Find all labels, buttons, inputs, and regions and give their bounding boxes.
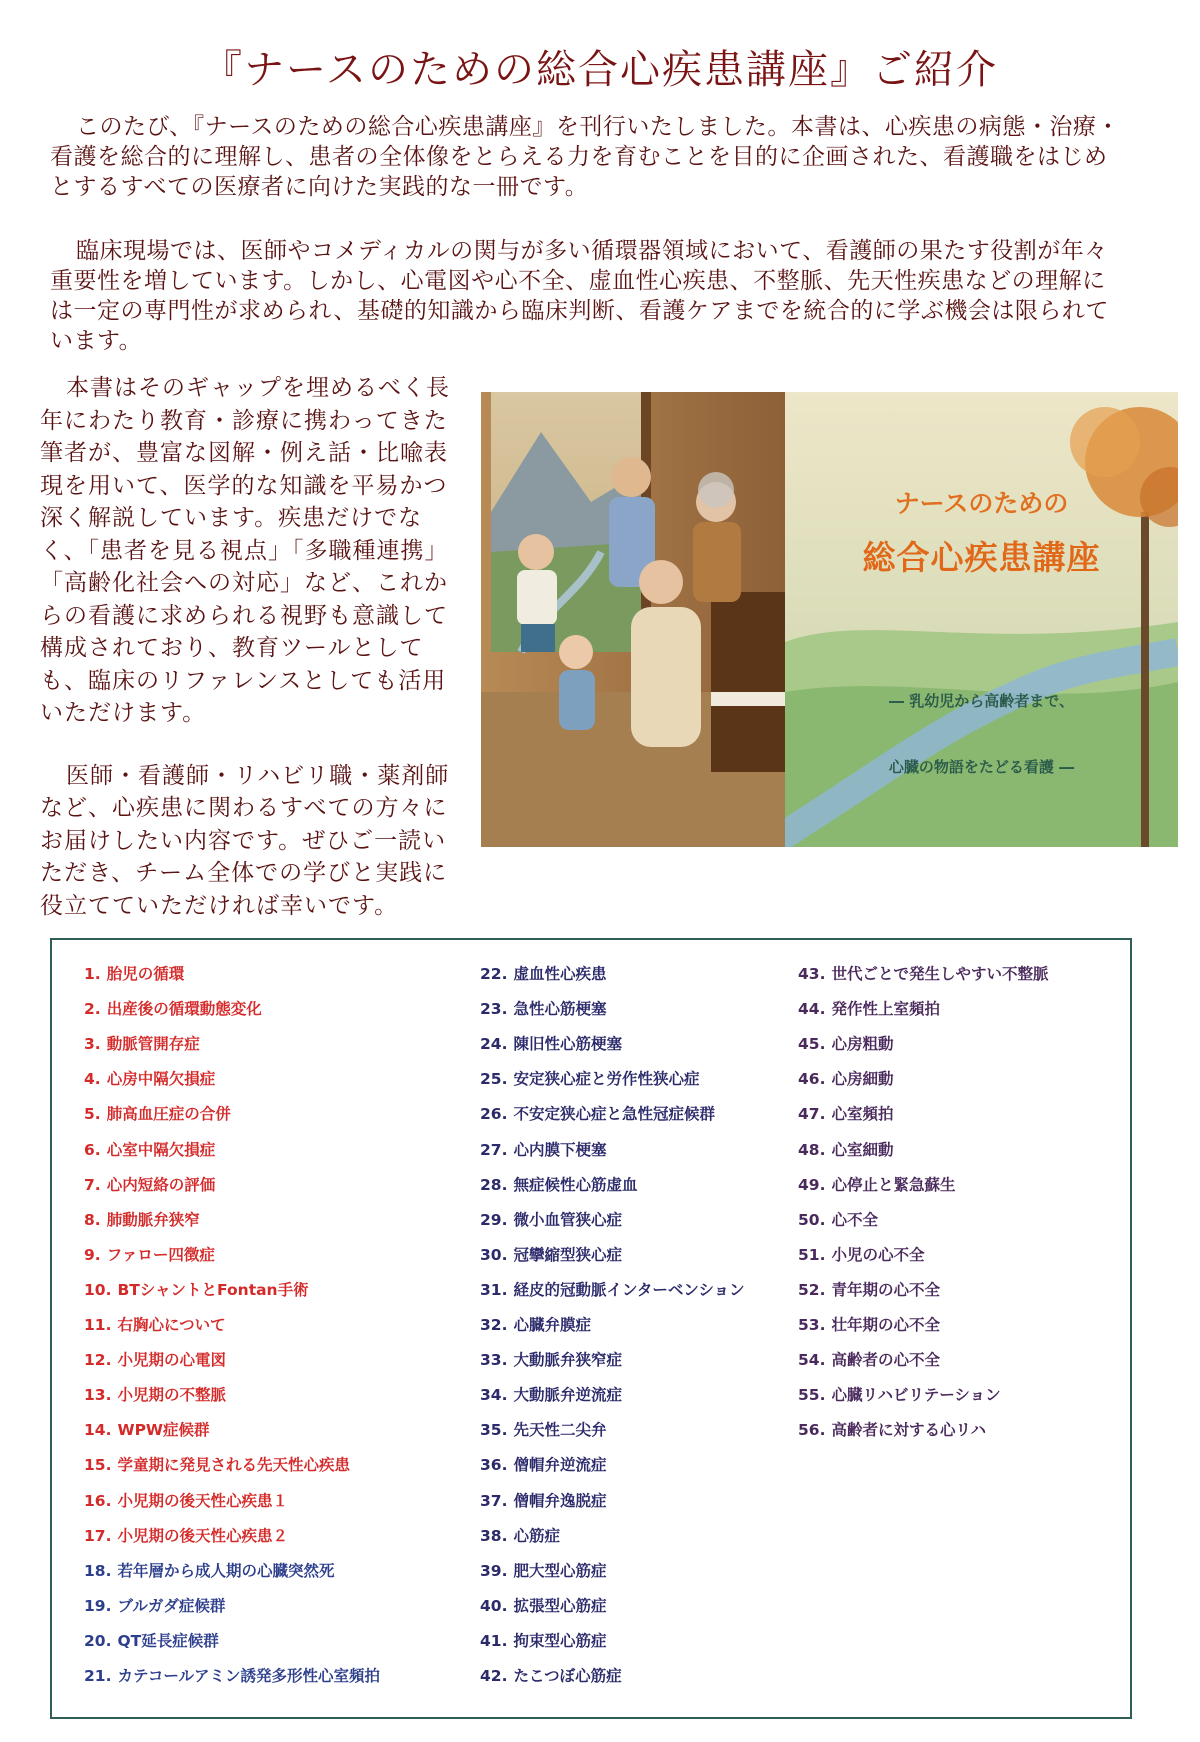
toc-item-label: 拘束型心筋症 (513, 1631, 607, 1650)
toc-item-label: 冠攣縮型狭心症 (513, 1245, 622, 1264)
toc-item (84, 1243, 215, 1265)
toc-item-number: 23. (480, 1000, 508, 1019)
toc-item-number: 45. (798, 1035, 826, 1054)
toc-item-number: 43. (798, 965, 826, 983)
toc-item (84, 1278, 309, 1300)
toc-item-number: 16. (84, 1491, 112, 1510)
toc-item-number: 50. (798, 1210, 826, 1229)
toc-item-label: ブルガダ症候群 (117, 1596, 226, 1615)
toc-item-label: 僧帽弁逆流症 (513, 1456, 607, 1475)
toc-item (798, 1418, 986, 1440)
toc-item-label: 心房粗動 (831, 1035, 894, 1054)
toc-item-label: 発作性上室頻拍 (831, 1000, 940, 1019)
toc-item-label: 肺高血圧症の合併 (106, 1105, 231, 1124)
toc-item-number: 25. (480, 1070, 508, 1089)
toc-item-number: 35. (480, 1421, 508, 1440)
toc-item-number: 15. (84, 1456, 112, 1475)
toc-item-number: 31. (480, 1280, 508, 1299)
toc-item-label: 心停止と緊急蘇生 (831, 1175, 956, 1194)
toc-item-number: 30. (480, 1245, 508, 1264)
toc-item-number: 49. (798, 1175, 826, 1194)
toc-item-number: 28. (480, 1175, 508, 1194)
toc-item-label: 小児期の心電図 (117, 1351, 226, 1370)
toc-item-number: 51. (798, 1245, 826, 1264)
toc-item-label: 青年期の心不全 (831, 1280, 940, 1299)
toc-item (84, 997, 262, 1019)
toc-item-number: 10. (84, 1280, 112, 1299)
toc-item-number: 18. (84, 1561, 112, 1580)
toc-item-number: 4. (84, 1070, 101, 1089)
body-paragraph-2-text: 医師・看護師・リハビリ職・薬剤師など、心疾患に関わるすべての方々にお届けしたい内容です。ぜひご一読いただき、チーム全体での学びと実践に役立てていただければ幸いです。 (40, 762, 450, 919)
toc-item-number: 41. (480, 1631, 508, 1650)
toc-item-number: 56. (798, 1421, 826, 1440)
toc-item (84, 1348, 226, 1370)
toc-item (84, 1102, 231, 1124)
intro-paragraph-2 (50, 236, 1125, 356)
toc-item-number: 2. (84, 1000, 101, 1019)
toc-item (84, 1559, 334, 1581)
toc-item-number: 6. (84, 1140, 101, 1159)
toc-item (798, 1313, 940, 1335)
toc-item (480, 1383, 622, 1405)
toc-item-label: 心房中隔欠損症 (106, 1070, 216, 1089)
toc-item-number: 39. (480, 1561, 508, 1580)
toc-item-number: 34. (480, 1386, 508, 1405)
toc-item (480, 1664, 622, 1686)
toc-item (798, 997, 940, 1019)
toc-item (798, 1278, 940, 1300)
toc-item-label: BTシャントとFontan手術 (117, 1280, 309, 1299)
toc-item-label: 虚血性心疾患 (513, 965, 607, 983)
toc-item-label: 胎児の循環 (106, 965, 185, 983)
toc-item (480, 1173, 637, 1195)
toc-item-label: 小児期の後天性心疾患１ (117, 1491, 288, 1510)
body-paragraph-1-text: 本書はそのギャップを埋めるべく長年にわたり教育・診療に携わってきた筆者が、豊富な図解・例え話・比喩表現を用いて、医学的な知識を平易かつ深く解説しています。疾患だけでなく、「患者を見る視点」「多職種連携」「高齢化社会への対応」など、これからの看護に求められる視野も意識して構成されており、教育ツールとしても、臨床のリファレンスとしても活用いただけます。 (40, 375, 450, 726)
toc-item-label: 右胸心について (117, 1316, 226, 1334)
toc-item-number: 48. (798, 1140, 826, 1159)
toc-item-label: たこつぼ心筋症 (513, 1667, 622, 1685)
toc-item (798, 1067, 893, 1089)
toc-item (84, 1629, 219, 1651)
toc-item (480, 1418, 606, 1440)
toc-item-number: 11. (84, 1316, 112, 1334)
toc-item-label: WPW症候群 (117, 1421, 210, 1440)
toc-item-number: 44. (798, 1000, 826, 1019)
toc-item-number: 52. (798, 1280, 826, 1299)
toc-item-label: QT延長症候群 (117, 1631, 219, 1650)
toc-item (84, 1453, 350, 1475)
toc-item-label: 安定狭心症と労作性狭心症 (513, 1070, 700, 1089)
toc-item-label: 壮年期の心不全 (831, 1316, 940, 1334)
toc-item-label: 不安定狭心症と急性冠症候群 (513, 1105, 715, 1124)
toc-item-label: 僧帽弁逸脱症 (513, 1491, 607, 1510)
toc-item-label: 微小血管狭心症 (513, 1210, 622, 1229)
toc-item (798, 1348, 940, 1370)
toc-item (84, 1383, 226, 1405)
toc-item-label: 小児期の後天性心疾患２ (117, 1526, 288, 1545)
left-column-text (40, 372, 460, 952)
toc-item (480, 1102, 715, 1124)
toc-item-label: 心内短絡の評価 (106, 1175, 216, 1194)
toc-item (480, 1348, 622, 1370)
toc-item (480, 1489, 606, 1511)
toc-item (84, 1524, 288, 1546)
toc-item (84, 962, 184, 984)
toc-item-number: 17. (84, 1526, 112, 1545)
toc-item-number: 24. (480, 1035, 508, 1054)
book-cover (785, 392, 1178, 847)
cover-subtitle-line2: 心臓の物語をたどる看護 ― (888, 758, 1075, 776)
toc-item (480, 1208, 622, 1230)
toc-item-label: 学童期に発見される先天性心疾患 (117, 1456, 350, 1475)
toc-item-label: 心不全 (831, 1210, 878, 1229)
toc-item (480, 962, 606, 984)
intro-paragraph-2-text: 臨床現場では、医師やコメディカルの関与が多い循環器領域において、看護師の果たす役割が年々重要性を増しています。しかし、心電図や心不全、虚血性心疾患、不整脈、先天性疾患などの理解には一定の専門性が求められ、基礎的知識から臨床判断、看護ケアまでを統合的に学ぶ機会は限られています。 (50, 238, 1109, 354)
toc-item (480, 1243, 622, 1265)
toc-item-number: 26. (480, 1105, 508, 1124)
toc-item-label: 急性心筋梗塞 (513, 1000, 607, 1019)
toc-item (480, 1524, 560, 1546)
toc-item-number: 55. (798, 1386, 826, 1405)
toc-item-label: 肥大型心筋症 (513, 1561, 607, 1580)
toc-item-label: 大動脈弁狭窄症 (513, 1351, 622, 1370)
toc-item (480, 1594, 606, 1616)
toc-item-number: 8. (84, 1210, 101, 1229)
toc-item-number: 21. (84, 1667, 112, 1685)
cover-title-line2: 総合心疾患講座 (862, 538, 1101, 577)
toc-item (84, 1594, 225, 1616)
toc-item (798, 1173, 955, 1195)
toc-item-number: 12. (84, 1351, 112, 1370)
toc-item-label: 世代ごとで発生しやすい不整脈 (831, 965, 1049, 983)
toc-item (84, 1489, 288, 1511)
toc-item-label: 無症候性心筋虚血 (513, 1175, 638, 1194)
toc-item-label: 心室中隔欠損症 (106, 1140, 216, 1159)
toc-item-number: 47. (798, 1105, 826, 1124)
toc-item-number: 1. (84, 965, 101, 983)
toc-item-label: 高齢者に対する心リハ (831, 1421, 987, 1440)
toc-item (480, 1453, 606, 1475)
toc-item (84, 1067, 215, 1089)
toc-item-number: 37. (480, 1491, 508, 1510)
toc-item-label: 高齢者の心不全 (831, 1351, 940, 1370)
toc-item-label: 肺動脈弁狭窄 (106, 1210, 200, 1229)
toc-item-number: 5. (84, 1105, 101, 1124)
toc-item (798, 1243, 924, 1265)
toc-item-number: 3. (84, 1035, 101, 1054)
toc-item-label: 小児期の不整脈 (117, 1386, 226, 1405)
toc-item-number: 7. (84, 1175, 101, 1194)
toc-item (480, 1629, 606, 1651)
toc-item (798, 1138, 893, 1160)
toc-item (798, 962, 1048, 984)
toc-item (84, 1032, 200, 1054)
body-paragraph-2 (40, 760, 460, 923)
toc-item (798, 1383, 1001, 1405)
toc-item (84, 1138, 215, 1160)
toc-item (480, 1138, 606, 1160)
toc-item (84, 1664, 380, 1686)
family-illustration (481, 392, 785, 847)
toc-item (480, 1067, 699, 1089)
toc-item-number: 22. (480, 965, 508, 983)
toc-item (480, 1032, 622, 1054)
page-title: 『ナースのための総合心疾患講座』ご紹介 (202, 47, 998, 93)
toc-item-label: 心房細動 (831, 1070, 894, 1089)
toc-item-number: 46. (798, 1070, 826, 1089)
toc-item-label: 心室頻拍 (831, 1105, 894, 1124)
toc-item (84, 1173, 215, 1195)
toc-item-number: 33. (480, 1351, 508, 1370)
cover-subtitle-line1: ― 乳幼児から高齢者まで、 (889, 692, 1074, 710)
toc-item-number: 38. (480, 1526, 508, 1545)
toc-item-label: 陳旧性心筋梗塞 (513, 1035, 622, 1054)
toc-item-label: 心臓弁膜症 (513, 1316, 591, 1334)
toc-item (798, 1208, 878, 1230)
toc-item-label: 拡張型心筋症 (513, 1596, 607, 1615)
toc-item-number: 14. (84, 1421, 112, 1440)
toc-item (480, 1278, 745, 1300)
toc-item (480, 1559, 606, 1581)
toc-item-number: 9. (84, 1245, 101, 1264)
toc-item-label: カテコールアミン誘発多形性心室頻拍 (117, 1667, 381, 1685)
toc-item-label: 心室細動 (831, 1140, 894, 1159)
toc-item-label: 経皮的冠動脈インターベンション (513, 1280, 745, 1299)
toc-item-number: 42. (480, 1667, 508, 1685)
toc-item (480, 1313, 591, 1335)
toc-item-label: 若年層から成人期の心臓突然死 (117, 1561, 335, 1580)
intro-paragraph-1 (50, 112, 1125, 202)
toc-item-label: 小児の心不全 (831, 1245, 925, 1264)
toc-item (84, 1208, 200, 1230)
toc-item-label: 心筋症 (513, 1526, 560, 1545)
toc-item (798, 1102, 893, 1124)
toc-item-number: 40. (480, 1596, 508, 1615)
toc-item-number: 19. (84, 1596, 112, 1615)
toc-item (84, 1313, 226, 1335)
toc-item-number: 20. (84, 1631, 112, 1650)
toc-item-label: 心臓リハビリテーション (831, 1386, 1001, 1405)
toc-item-label: 心内膜下梗塞 (513, 1140, 607, 1159)
toc-item-label: 大動脈弁逆流症 (513, 1386, 622, 1405)
toc-item-label: ファロー四徴症 (106, 1245, 215, 1264)
toc-item-label: 出産後の循環動態変化 (106, 1000, 262, 1019)
toc-item (480, 997, 606, 1019)
toc-item-label: 動脈管開存症 (106, 1035, 200, 1054)
toc-item (84, 1418, 210, 1440)
toc-item-number: 36. (480, 1456, 508, 1475)
cover-title-line1: ナースのための (894, 489, 1069, 518)
toc-item-number: 13. (84, 1386, 112, 1405)
toc-item (798, 1032, 893, 1054)
toc-item-number: 27. (480, 1140, 508, 1159)
toc-item-number: 53. (798, 1316, 826, 1334)
toc-item-number: 54. (798, 1351, 826, 1370)
table-of-contents (50, 938, 1132, 1719)
toc-item-number: 32. (480, 1316, 508, 1334)
toc-item-number: 29. (480, 1210, 508, 1229)
body-paragraph-1 (40, 372, 460, 730)
toc-item-label: 先天性二尖弁 (513, 1421, 607, 1440)
intro-paragraph-1-text: このたび、『ナースのための総合心疾患講座』を刊行いたしました。本書は、心疾患の病態・治療・看護を総合的に理解し、患者の全体像をとらえる力を育むことを目的に企画された、看護職をはじめとするすべての医療者に向けた実践的な一冊です。 (50, 114, 1120, 200)
